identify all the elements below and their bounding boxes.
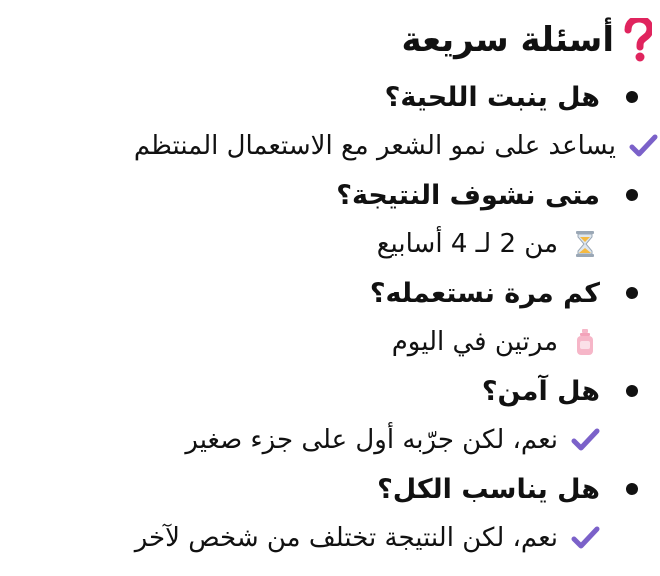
answer-row (2, 318, 652, 366)
list-item (2, 268, 652, 366)
answer-text: نعم، لكن جرّبه أول على جزء صغير (185, 425, 558, 455)
check-mark-icon (628, 131, 658, 161)
faq-list (2, 72, 652, 562)
question-text: هل ينبت اللحية؟ (384, 81, 600, 113)
red-question-mark-icon (624, 18, 652, 62)
answer-row (2, 416, 652, 464)
question-row (2, 170, 652, 220)
question-row (2, 366, 652, 416)
list-item (2, 170, 652, 268)
page-title: أسئلة سريعة (401, 20, 614, 60)
answer-text: مرتين في اليوم (391, 327, 558, 357)
lotion-bottle-icon (570, 327, 600, 357)
bullet (626, 483, 638, 495)
list-item (2, 366, 652, 464)
list-item (2, 464, 652, 562)
answer-row (2, 220, 652, 268)
bullet (626, 91, 638, 103)
check-mark-icon (570, 523, 600, 553)
answer-text: يساعد على نمو الشعر مع الاستعمال المنتظم (133, 131, 616, 161)
question-text: كم مرة نستعمله؟ (369, 277, 600, 309)
list-item (2, 72, 652, 170)
hourglass-icon (570, 229, 600, 259)
bullet (626, 385, 638, 397)
bullet (626, 189, 638, 201)
answer-row (2, 122, 658, 170)
question-text: متى نشوف النتيجة؟ (336, 179, 600, 211)
check-mark-icon (570, 425, 600, 455)
question-text: هل يناسب الكل؟ (377, 473, 600, 505)
answer-text: من 2 لـ 4 أسابيع (376, 229, 558, 259)
question-text: هل آمن؟ (481, 375, 600, 407)
question-row (2, 72, 652, 122)
question-row (2, 268, 652, 318)
question-row (2, 464, 652, 514)
answer-row (2, 514, 652, 562)
title-row (402, 12, 652, 68)
answer-text: نعم، لكن النتيجة تختلف من شخص لآخر (134, 523, 558, 553)
bullet (626, 287, 638, 299)
